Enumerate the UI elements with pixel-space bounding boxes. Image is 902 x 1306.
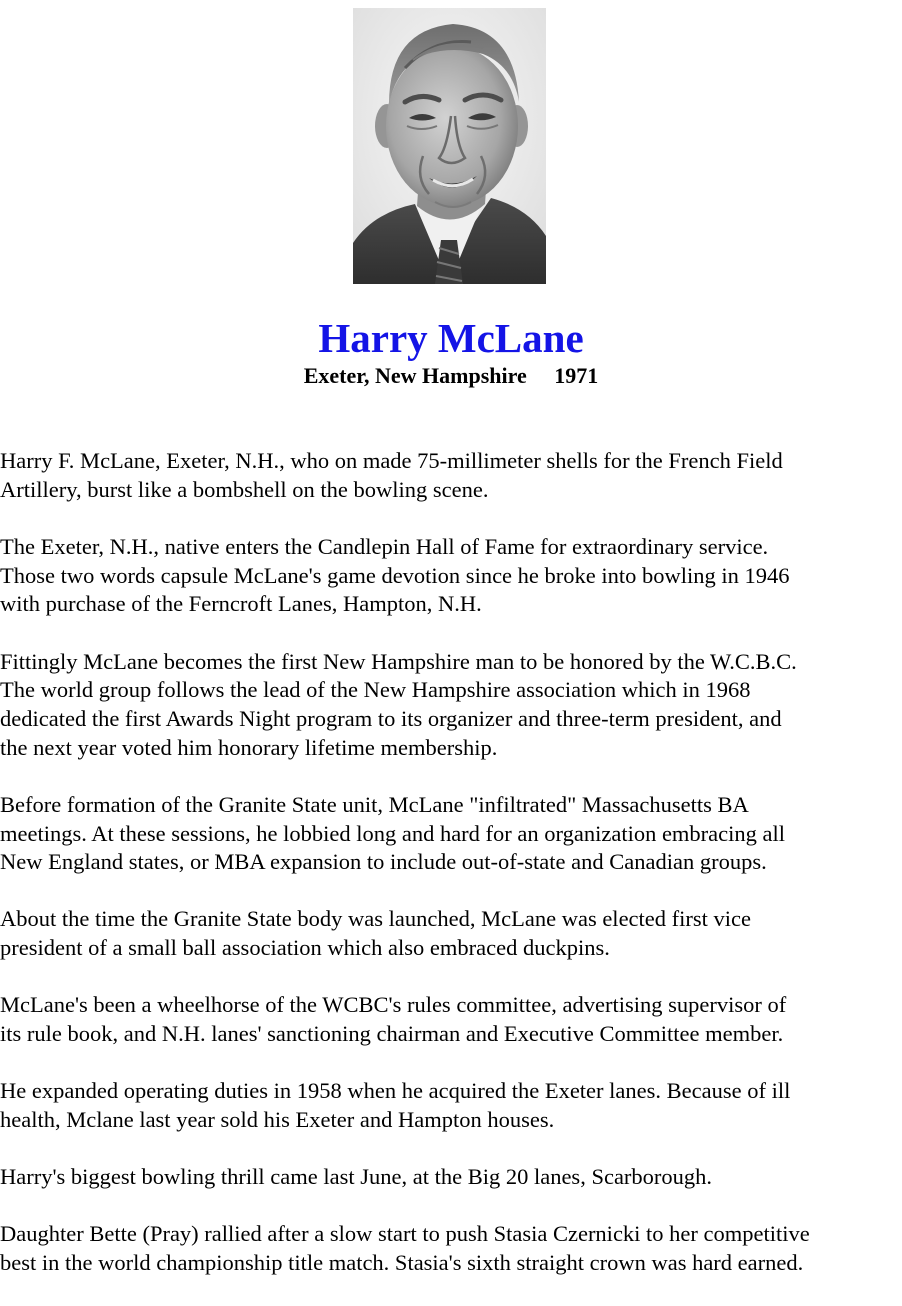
inductee-location: Exeter, New Hampshire [303, 363, 527, 388]
bio-line: About the time the Granite State body was launched, McLane was elected first vice [0, 906, 751, 932]
bio-line: The Exeter, N.H., native enters the Candlepin Hall of Fame for extraordinary service. [0, 533, 769, 559]
bio-line: Those two words capsule McLane's game devotion since he broke into bowling in 1946 [0, 562, 790, 588]
biography [0, 447, 902, 1306]
bio-line: its rule book, and N.H. lanes' sanctioning chairman and Executive Committee member. [0, 1021, 784, 1047]
bio-line: dedicated the first Awards Night program to its organizer and three-term president, and [0, 705, 782, 731]
induction-year: 1971 [554, 363, 599, 388]
bio-line: Artillery, burst like a bombshell on the bowling scene. [0, 476, 489, 502]
bio-line: Daughter Bette (Pray) rallied after a slow start to push Stasia Czernicki to her competitive [0, 1221, 810, 1247]
bio-paragraph [0, 447, 902, 504]
bio-line: best in the world championship title match. Stasia's sixth straight crown was hard earned. [0, 1250, 804, 1276]
inductee-subtitle [0, 362, 902, 390]
bio-paragraph [0, 991, 902, 1048]
bio-line: The world group follows the lead of the New Hampshire association which in 1968 [0, 677, 751, 703]
bio-line: president of a small ball association which also embraced duckpins. [0, 935, 610, 961]
bio-line: McLane's been a wheelhorse of the WCBC's rules committee, advertising supervisor of [0, 992, 787, 1018]
bio-line: Harry F. McLane, Exeter, N.H., who on made 75-millimeter shells for the French Field [0, 448, 783, 473]
bio-line: Fittingly McLane becomes the first New Hampshire man to be honored by the W.C.B.C. [0, 648, 797, 674]
bio-line: meetings. At these sessions, he lobbied long and hard for an organization embracing all [0, 820, 786, 846]
bio-line: Before formation of the Granite State unit, McLane "infiltrated" Massachusetts BA [0, 791, 749, 817]
portrait-photo [353, 8, 546, 284]
bio-paragraph [0, 905, 902, 962]
bio-line: New England states, or MBA expansion to include out-of-state and Canadian groups. [0, 849, 767, 875]
bio-line: He expanded operating duties in 1958 when he acquired the Exeter lanes. Because of ill [0, 1078, 791, 1104]
bio-paragraph [0, 791, 902, 877]
inductee-name: Harry McLane [318, 315, 584, 361]
bio-paragraph [0, 648, 902, 763]
bio-line: with purchase of the Ferncroft Lanes, Hampton, N.H. [0, 591, 482, 617]
bio-paragraph [0, 1220, 902, 1277]
bio-line: health, Mclane last year sold his Exeter and Hampton houses. [0, 1106, 555, 1132]
bio-line: Harry's biggest bowling thrill came last June, at the Big 20 lanes, Scarborough. [0, 1164, 713, 1190]
bio-line: the next year voted him honorary lifetime membership. [0, 734, 498, 760]
bio-paragraph [0, 533, 902, 619]
bio-paragraph [0, 1163, 902, 1192]
bio-paragraph [0, 1077, 902, 1134]
